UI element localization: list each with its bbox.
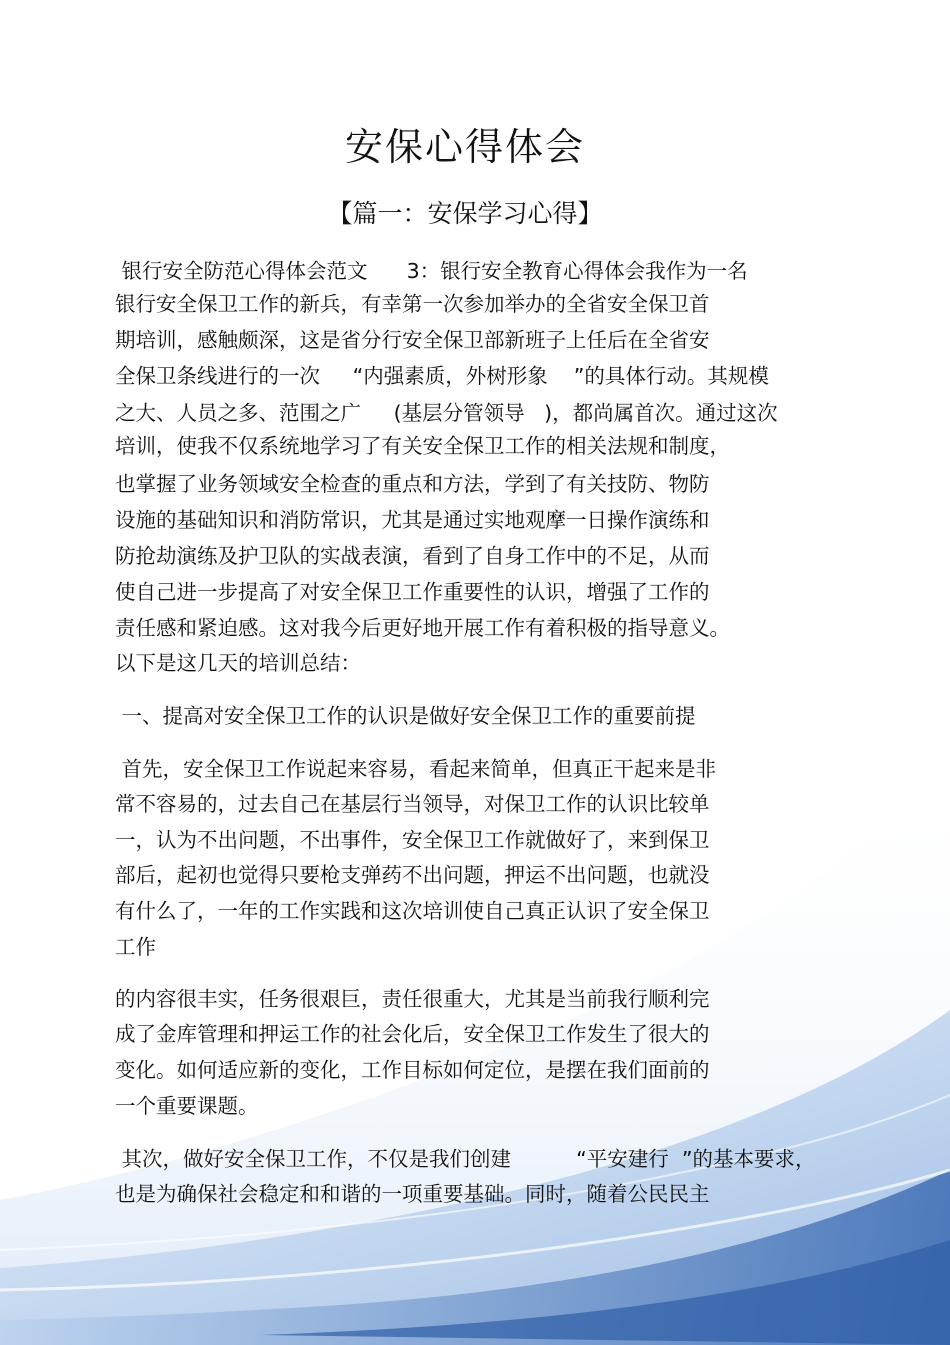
text-line: 工作 — [115, 935, 156, 959]
text-line: 防抢劫演练及护卫队的实战表演，看到了自身工作中的不足，从而 — [115, 544, 710, 568]
text-line: 培训，使我不仅系统地学习了有关安全保卫工作的相关法规和制度， — [115, 434, 730, 458]
text-line: 部后，起初也觉得只要枪支弹药不出问题，押运不出问题，也就没 — [115, 863, 710, 887]
document-title: 安保心得体会 — [344, 125, 585, 169]
text-line: 其次，做好安全保卫工作，不仅是我们创建 “平安建行 ”的基本要求， — [115, 1147, 816, 1171]
text-line: 期培训，感触颇深，这是省分行安全保卫部新班子上任后在全省安 — [115, 328, 710, 352]
text-line: 有什么了，一年的工作实践和这次培训使自己真正认识了安全保卫 — [115, 899, 710, 923]
text-line: 以下是这几天的培训总结： — [115, 651, 361, 675]
text-line: 常不容易的，过去自己在基层行当领导，对保卫工作的认识比较单 — [115, 792, 710, 816]
text-line: 之大、人员之多、范围之广 (基层分管领导 )，都尚属首次。通过这次 — [115, 401, 778, 425]
text-line: 一个重要课题。 — [115, 1094, 259, 1118]
text-line: 使自己进一步提高了对安全保卫工作重要性的认识，增强了工作的 — [115, 580, 710, 604]
text-line: 也掌握了业务领域安全检查的重点和方法，学到了有关技防、物防 — [115, 472, 710, 496]
text-line: 首先，安全保卫工作说起来容易，看起来简单，但真正干起来是非 — [115, 757, 717, 781]
text-line: 银行安全防范心得体会范文 3：银行安全教育心得体会我作为一名 — [115, 259, 748, 283]
text-line: 责任感和紧迫感。这对我今后更好地开展工作有着积极的指导意义。 — [115, 616, 730, 640]
section-heading: 【篇一：安保学习心得】 — [327, 199, 603, 228]
text-line: 全保卫条线进行的一次 “内强素质，外树形象 ”的具体行动。其规模 — [115, 364, 769, 388]
text-line: 设施的基础知识和消防常识，尤其是通过实地观摩一日操作演练和 — [115, 508, 710, 532]
text-line: 成了金库管理和押运工作的社会化后，安全保卫工作发生了很大的 — [115, 1022, 710, 1046]
text-line: 的内容很丰实，任务很艰巨，责任很重大，尤其是当前我行顺利完 — [115, 987, 710, 1011]
section-point-heading: 一、提高对安全保卫工作的认识是做好安全保卫工作的重要前提 — [115, 704, 696, 728]
text-line: 一，认为不出问题，不出事件，安全保卫工作就做好了，来到保卫 — [115, 828, 710, 852]
text-line: 银行安全保卫工作的新兵，有幸第一次参加举办的全省安全保卫首 — [115, 292, 710, 316]
text-line: 变化。如何适应新的变化，工作目标如何定位，是摆在我们面前的 — [115, 1058, 710, 1082]
text-line: 也是为确保社会稳定和和谐的一项重要基础。同时，随着公民民主 — [115, 1182, 710, 1206]
